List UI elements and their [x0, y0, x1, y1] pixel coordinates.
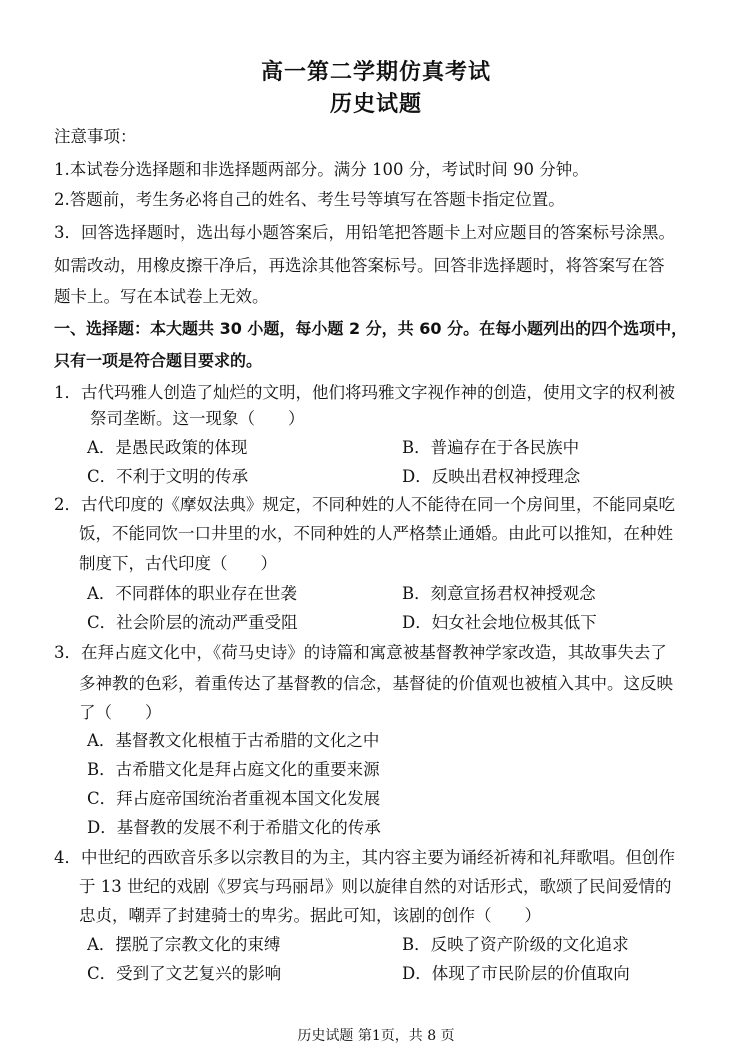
- question-4-option-a: A．摆脱了宗教文化的束缚: [87, 935, 281, 954]
- question-2-line-2: 饭，不能同饮一口井里的水，不同种姓的人严格禁止通婚。由此可以推知，在种姓: [79, 524, 673, 543]
- question-1-line-2: 祭司垄断。这一现象（ ）: [90, 409, 305, 428]
- question-3-option-d: D．基督教的发展不利于希腊文化的传承: [87, 818, 381, 837]
- question-4-option-d: D．体现了市民阶层的价值取向: [402, 964, 630, 983]
- question-1-line-1: 1．古代玛雅人创造了灿烂的文明，他们将玛雅文字视作神的创造，使用文字的权利被: [54, 383, 675, 402]
- question-4-option-b: B．反映了资产阶级的文化追求: [402, 935, 629, 954]
- question-3-line-1: 3．在拜占庭文化中，《荷马史诗》的诗篇和寓意被基督教神学家改造，其故事失去了: [54, 643, 667, 662]
- question-4-option-c: C．受到了文艺复兴的影响: [87, 964, 282, 983]
- question-2-option-a: A．不同群体的职业存在世袭: [87, 584, 297, 603]
- question-2-line-3: 制度下，古代印度（ ）: [79, 554, 277, 573]
- question-3-option-a: A．基督教文化根植于古希腊的文化之中: [87, 731, 380, 750]
- notes-heading: 注意事项：: [54, 127, 137, 146]
- question-1-option-d: D．反映出君权神授理念: [402, 467, 581, 486]
- note-1: 1.本试卷分选择题和非选择题两部分。满分 100 分，考试时间 90 分钟。: [54, 160, 589, 179]
- exam-subtitle: 历史试题: [329, 92, 422, 117]
- note-3-line-3: 题卡上。写在本试卷上无效。: [54, 287, 269, 306]
- question-3-option-b: B．古希腊文化是拜占庭文化的重要来源: [87, 760, 380, 779]
- question-4-line-2: 于 13 世纪的戏剧《罗宾与玛丽昂》则以旋律自然的对话形式，歌颂了民间爱情的: [79, 877, 672, 896]
- note-3-line-1: 3．回答选择题时，选出每小题答案后，用铅笔把答题卡上对应题目的答案标号涂黑。: [54, 223, 675, 242]
- question-2-line-1: 2．古代印度的《摩奴法典》规定，不同种姓的人不能待在同一个房间里，不能同桌吃: [54, 495, 675, 514]
- question-1-option-a: A．是愚民政策的体现: [87, 438, 248, 457]
- page-footer: 历史试题 第1页，共 8 页: [297, 1028, 455, 1044]
- section-heading-line-2: 只有一项是符合题目要求的。: [54, 351, 263, 370]
- note-3-line-2: 如需改动，用橡皮擦干净后，再选涂其他答案标号。回答非选择题时，将答案写在答: [54, 256, 665, 275]
- question-3-line-3: 了（ ）: [79, 703, 162, 722]
- question-2-option-c: C．社会阶层的流动严重受阻: [87, 613, 298, 632]
- question-1-option-c: C．不利于文明的传承: [87, 467, 249, 486]
- section-heading-line-1: 一、选择题：本大题共 30 小题，每小题 2 分，共 60 分。在每小题列出的四个选项中，: [54, 319, 688, 338]
- question-2-option-d: D．妇女社会地位极其低下: [402, 613, 597, 632]
- question-4-line-3: 忠贞，嘲弄了封建骑士的卑劣。据此可知，该剧的创作（ ）: [79, 906, 541, 925]
- question-3-option-c: C．拜占庭帝国统治者重视本国文化发展: [87, 789, 381, 808]
- question-1-option-b: B．普遍存在于各民族中: [402, 438, 580, 457]
- exam-title: 高一第二学期仿真考试: [260, 60, 491, 85]
- question-3-line-2: 多神教的色彩，着重传达了基督教的信念，基督徒的价值观也被植入其中。这反映: [79, 674, 673, 693]
- question-4-line-1: 4．中世纪的西欧音乐多以宗教目的为主，其内容主要为诵经祈祷和礼拜歌唱。但创作: [54, 848, 675, 867]
- question-2-option-b: B．刻意宣扬君权神授观念: [402, 584, 596, 603]
- note-2: 2.答题前，考生务必将自己的姓名、考生号等填写在答题卡指定位置。: [54, 190, 565, 209]
